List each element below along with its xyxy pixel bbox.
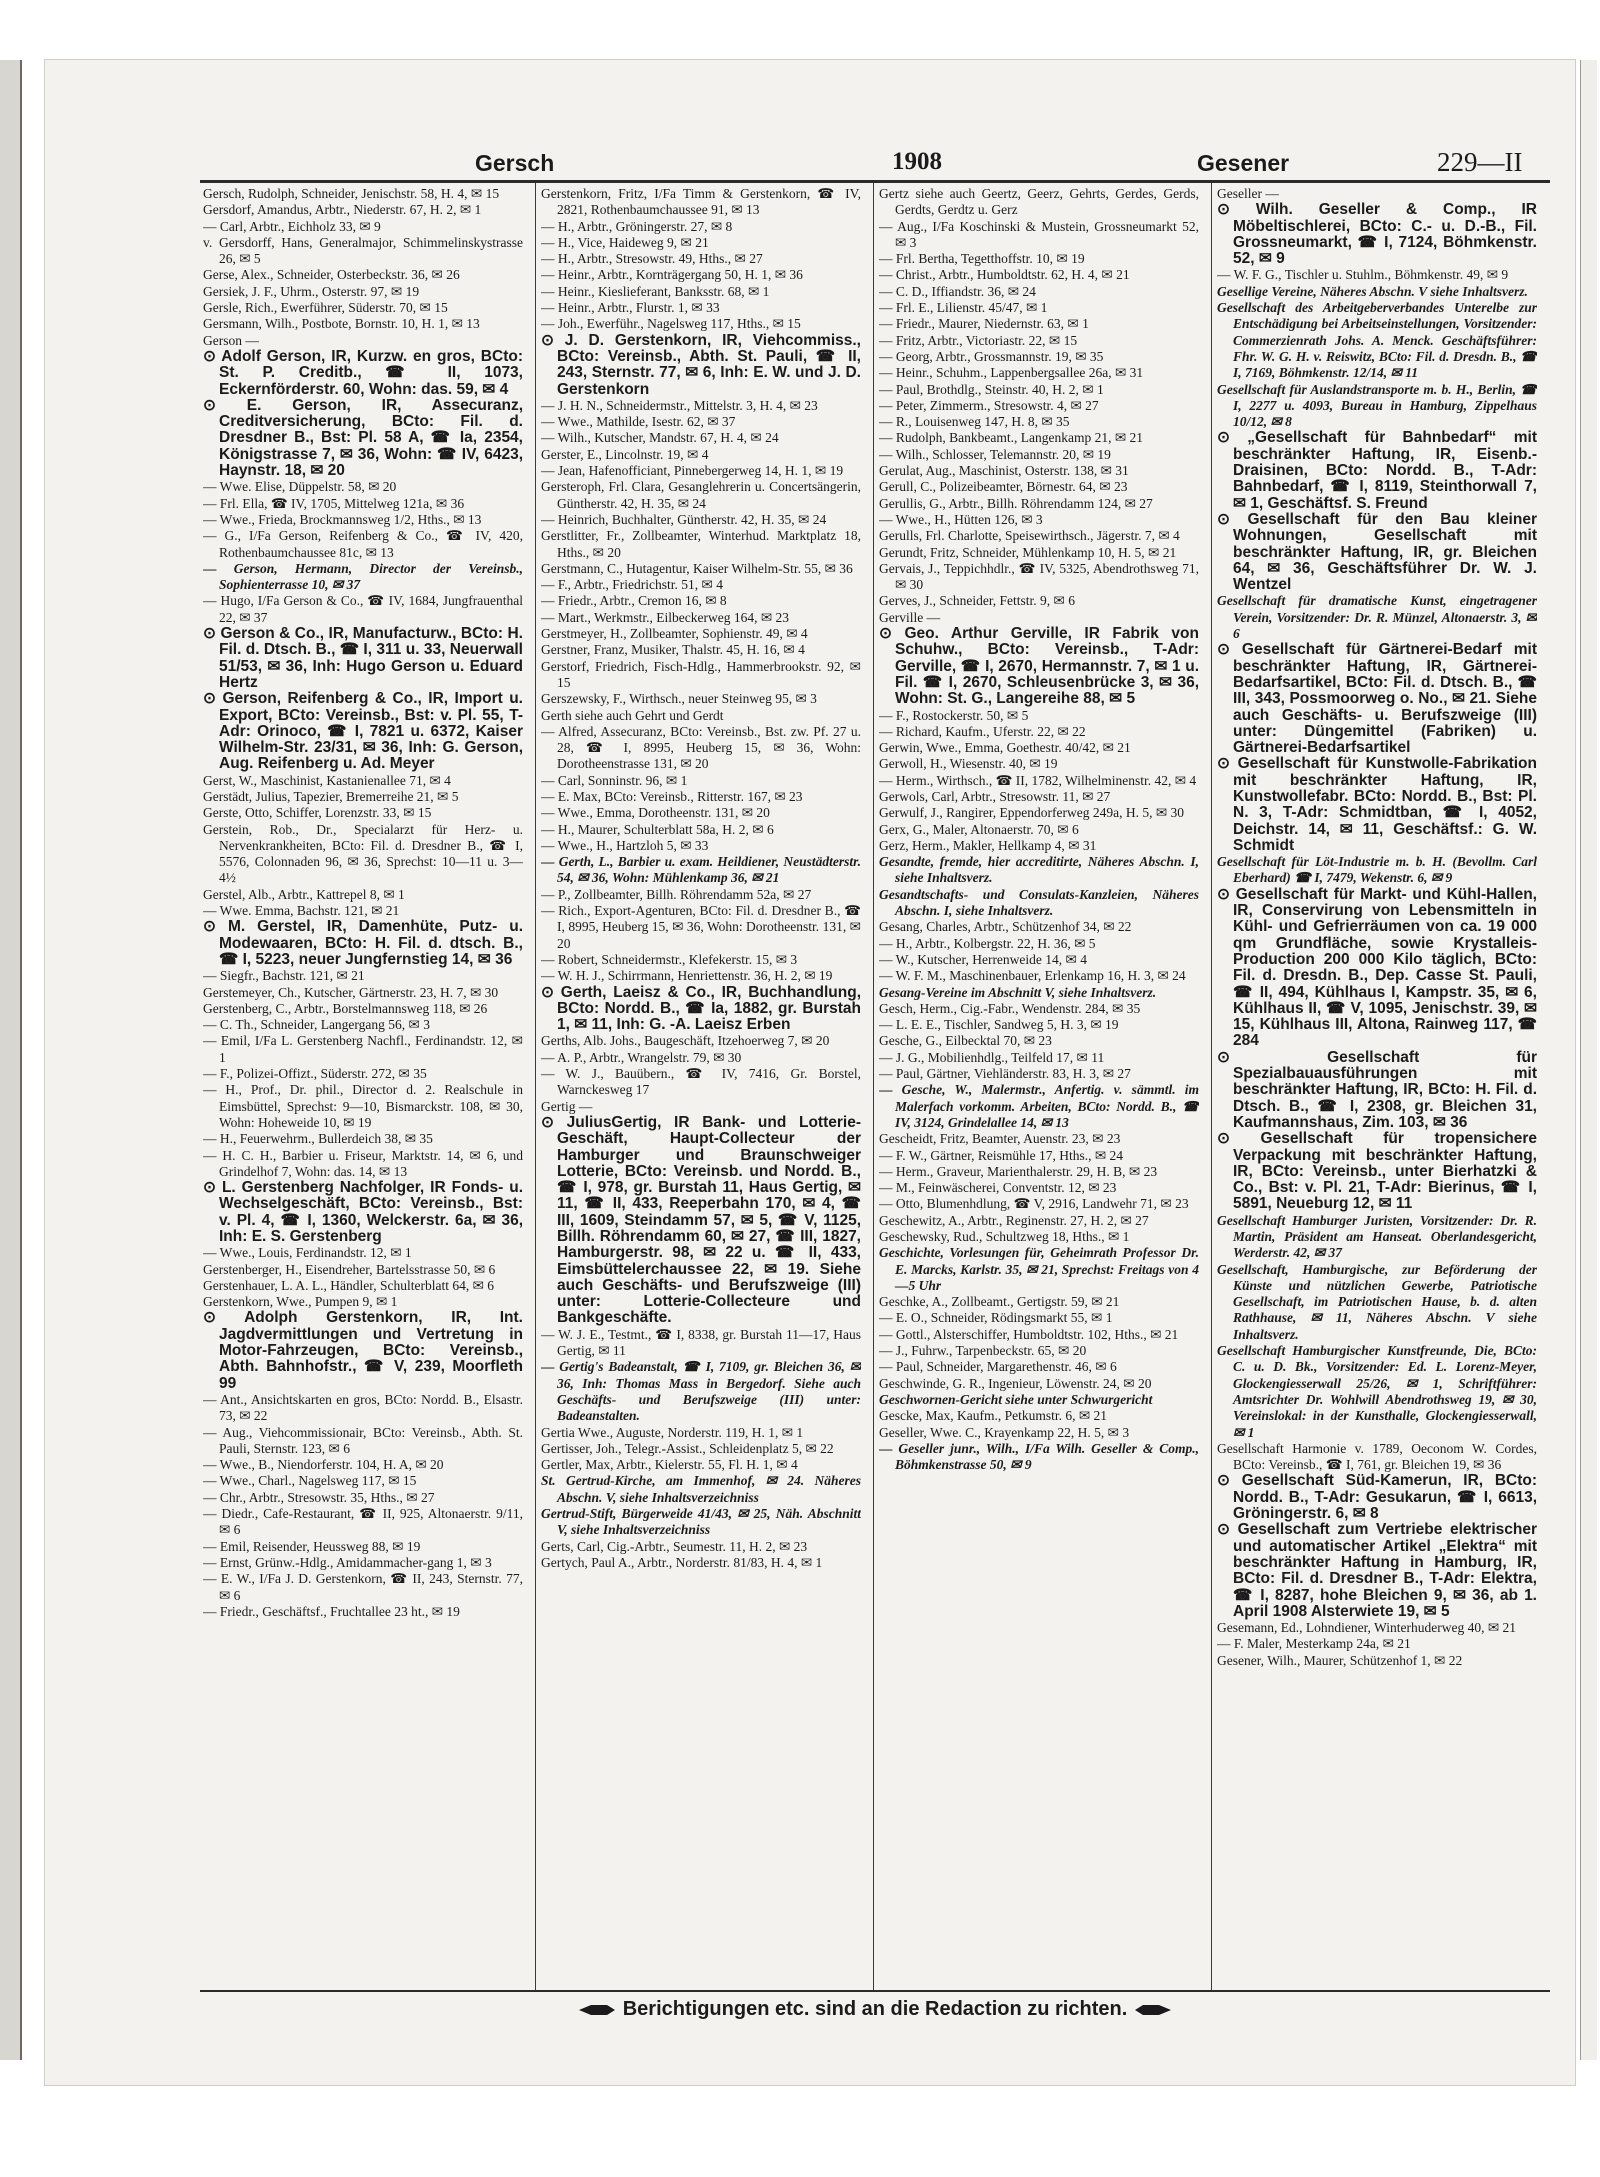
directory-entry: Gerstenberg, C., Arbtr., Borstelmannsweg 118, ✉ 26 (203, 1000, 488, 1016)
header-year: 1908 (892, 148, 942, 175)
directory-entry: Gersle, Rich., Ewerführer, Süderstr. 70, ✉ 15 (203, 300, 448, 316)
directory-entry: — Carl, Arbtr., Eichholz 33, ✉ 9 (203, 218, 381, 234)
directory-entry: — H., Arbtr., Gröningerstr. 27, ✉ 8 (541, 218, 733, 234)
directory-entry: — Wwe. Elise, Düppelstr. 58, ✉ 20 (203, 479, 397, 495)
directory-entry: — Wwe., B., Niendorferstr. 104, H. A, ✉ 20 (203, 1457, 444, 1473)
directory-entry: Gesandtschafts- und Consulats-Kanzleien, Näheres Abschn. I, siehe Inhaltsverz. (879, 886, 1199, 919)
directory-entry: ⊙ M. Gerstel, IR, Damenhüte, Putz- u. Modewaaren, BCto: H. Fil. d. dtsch. B., ☎ I, 5223, neuer Jungfernstieg 14, ✉ 36 (203, 918, 523, 968)
directory-entry: — Geseller junr., Wilh., I/Fa Wilh. Geseller & Comp., Böhmkenstrasse 50, ✉ 9 (879, 1440, 1199, 1473)
directory-entry: — F., Rostockerstr. 50, ✉ 5 (879, 707, 1029, 723)
footer-rule (200, 1990, 1550, 1992)
directory-entry: — Otto, Blumenhdlung, ☎ V, 2916, Landwehr 71, ✉ 23 (879, 1196, 1189, 1212)
directory-entry: Gesang-Vereine im Abschnitt V, siehe Inhaltsverz. (879, 984, 1157, 1000)
directory-entry: Gertler, Max, Arbtr., Kielerstr. 55, Fl. H. 1, ✉ 4 (541, 1457, 798, 1473)
directory-entry: Gerwols, Carl, Arbtr., Stresowstr. 11, ✉ 27 (879, 788, 1111, 804)
directory-entry: Geschewsky, Rud., Schultzweg 18, Hths., ✉ 1 (879, 1229, 1130, 1244)
directory-entry: — H., Feuerwehrm., Bullerdeich 38, ✉ 35 (203, 1131, 433, 1147)
directory-entry: Gerulat, Aug., Maschinist, Osterstr. 138, ✉ 31 (879, 463, 1129, 479)
directory-entry: Gesemann, Ed., Lohndiener, Winterhuderweg 40, ✉ 21 (1217, 1620, 1517, 1636)
directory-entry: Geseller — (1217, 186, 1279, 201)
directory-entry: Geschke, A., Zollbeamt., Gertigstr. 59, ✉ 21 (879, 1294, 1120, 1310)
directory-entry: — Wwe., Charl., Nagelsweg 117, ✉ 15 (203, 1473, 417, 1489)
directory-entry: — Heinrich, Buchhalter, Güntherstr. 42, H. 35, ✉ 24 (541, 511, 827, 527)
directory-entry: — Friedr., Arbtr., Cremon 16, ✉ 8 (541, 593, 727, 609)
directory-entry: — Wwe., H., Hartzloh 5, ✉ 33 (541, 837, 709, 853)
directory-entry: — Aug., Viehcommissionair, BCto: Vereinsb., Abth. St. Pauli, Sternstr. 123, ✉ 6 (203, 1424, 523, 1456)
directory-entry: — F. Maler, Mesterkamp 24a, ✉ 21 (1217, 1636, 1411, 1652)
footer-text: Berichtigungen etc. sind an die Redaction zu richten. (622, 1998, 1128, 2020)
directory-entry: Gertisser, Joh., Telegr.-Assist., Schleidenplatz 5, ✉ 22 (541, 1440, 834, 1456)
directory-entry: — Ernst, Grünw.-Hdlg., Amidammacher-gang 1, ✉ 3 (203, 1554, 492, 1570)
column-2 (541, 186, 861, 1986)
directory-entry: — Joh., Ewerführ., Nagelsweg 117, Hths., ✉ 15 (541, 316, 801, 332)
directory-entry: — Christ., Arbtr., Humboldtstr. 62, H. 4, ✉ 21 (879, 267, 1130, 283)
directory-entry: — H., Arbtr., Stresowstr. 49, Hths., ✉ 27 (541, 251, 763, 267)
directory-entry: — H., Maurer, Schulterblatt 58a, H. 2, ✉ 6 (541, 821, 774, 837)
directory-entry: Gerullis, G., Arbtr., Billh. Röhrendamm 124, ✉ 27 (879, 495, 1153, 511)
directory-entry: Gesellschaft Hamburgischer Kunstfreunde, Die, BCto: C. u. D. Bk., Vorsitzender: Ed. L. Lorenz-Meyer, Glockengiesserwall 25/26, ✉ 1, Schriftführer: Amtsrichter Dr. Wohlwill Abendrothsweg 19, ✉ 30, Vereinslokal: in der Kunsthalle, Glockengiesserwall, ✉ 1 (1217, 1343, 1537, 1440)
directory-entry: — Chr., Arbtr., Stresowstr. 35, Hths., ✉ 27 (203, 1489, 435, 1505)
column-3 (879, 186, 1199, 1986)
directory-entry: Gerx, G., Maler, Altonaerstr. 70, ✉ 6 (879, 821, 1079, 837)
directory-entry: Geschichte, Vorlesungen für, Geheimrath Professor Dr. E. Marcks, Karlstr. 35, ✉ 21, Sprechst: Freitags von 4—5 Uhr (879, 1245, 1199, 1293)
directory-entry: ⊙ „Gesellschaft für Bahnbedarf“ mit beschränkter Haftung, IR, Eisenb.-Draisinen, BCto: Nordd. B., T-Adr: Bahnbedarf, ☎ I, 8119, Steinthorwall 7, ✉ 1, Geschäftsf. S. Freund (1217, 429, 1537, 512)
directory-entry: Gertia Wwe., Auguste, Norderstr. 119, H. 1, ✉ 1 (541, 1424, 804, 1440)
directory-entry: Geseller, Wwe. C., Krayenkamp 22, H. 5, ✉ 3 (879, 1424, 1130, 1440)
header-rule (200, 180, 1550, 183)
directory-entry: ⊙ Gerson & Co., IR, Manufacturw., BCto: H. Fil. d. Dtsch. B., ☎ I, 311 u. 33, Neuerwall 51/53, ✉ 36, Inh: Hugo Gerson u. Eduard Hertz (203, 625, 523, 691)
directory-entry: Gerstlitter, Fr., Zollbeamter, Winterhud. Marktplatz 18, Hths., ✉ 20 (541, 528, 861, 560)
left-page-edge (0, 60, 22, 2060)
directory-entry: — G., I/Fa Gerson, Reifenberg & Co., ☎ IV, 420, Rothenbaumchaussee 81c, ✉ 13 (203, 528, 523, 560)
directory-entry: — H., Arbtr., Kolbergstr. 22, H. 36, ✉ 5 (879, 935, 1096, 951)
directory-entry: — Wilh., Schlosser, Telemannstr. 20, ✉ 19 (879, 446, 1111, 462)
directory-entry: — Alfred, Assecuranz, BCto: Vereinsb., Bst. zw. Pf. 27 u. 28, ☎ I, 8995, Heuberg 15, ✉ 36, Wohn: Dorotheenstrasse 131, ✉ 20 (541, 723, 861, 772)
directory-entry: Gerves, J., Schneider, Fettstr. 9, ✉ 6 (879, 593, 1075, 609)
header-first-name: Gersch (475, 150, 555, 176)
footer-notice (200, 1998, 1550, 2021)
directory-entry: Gerts, Carl, Cig.-Arbtr., Seumestr. 11, H. 2, ✉ 23 (541, 1538, 808, 1554)
directory-entry: — Wwe., H., Hütten 126, ✉ 3 (879, 511, 1043, 527)
directory-entry: Gerste, Otto, Schiffer, Lorenzstr. 33, ✉ 15 (203, 805, 432, 821)
directory-entry: Gesellschaft für dramatische Kunst, eingetragener Verein, Vorsitzender: Dr. R. Münzel, Altonaerstr. 3, ✉ 6 (1217, 593, 1537, 642)
directory-entry: — J. G., Mobilienhdlg., Teilfeld 17, ✉ 11 (879, 1049, 1105, 1065)
directory-entry: — Friedr., Geschäftsf., Fruchtallee 23 ht., ✉ 19 (203, 1603, 460, 1619)
directory-entry: Geschwornen-Gericht siehe unter Schwurgericht (879, 1391, 1153, 1407)
directory-entry: Gerville — (879, 609, 941, 625)
directory-entry: Gerstädt, Julius, Tapezier, Bremerreihe 21, ✉ 5 (203, 788, 459, 804)
directory-entry: ⊙ E. Gerson, IR, Assecuranz, Creditversicherung, BCto: Fil. d. Dresdner B., Bst: Pl. 58 A, ☎ Ia, 2354, Königstrasse 7, ✉ 36, Wohn: ☎ IV, 6423, Haynstr. 18, ✉ 20 (203, 396, 523, 480)
directory-entry: Gesellige Vereine, Näheres Abschn. V siehe Inhaltsverz. (1217, 283, 1528, 299)
directory-entry: — Aug., I/Fa Koschinski & Mustein, Grossneumarkt 52, ✉ 3 (879, 218, 1199, 250)
directory-entry: — Heinr., Arbtr., Kornträgergang 50, H. 1, ✉ 36 (541, 267, 803, 283)
directory-entry: — C. Th., Schneider, Langergang 56, ✉ 3 (203, 1017, 430, 1033)
directory-entry: — Georg, Arbtr., Grossmannstr. 19, ✉ 35 (879, 348, 1104, 364)
directory-entry: — Friedr., Maurer, Niedernstr. 63, ✉ 1 (879, 316, 1089, 332)
header-page-number: 229—II (1437, 147, 1523, 177)
directory-entry: Gesellschaft Hamburger Juristen, Vorsitzender: Dr. R. Martin, Präsident am Hanseat. Oberlandesgericht, Werderstr. 42, ✉ 37 (1217, 1212, 1537, 1261)
directory-entry: ⊙ Gesellschaft für Spezialbauausführungen mit beschränkter Haftung, IR, BCto: H. Fil. d. Dtsch. B., ☎ I, 2308, gr. Bleichen 31, Kaufmannshaus, Zim. 103, ✉ 36 (1217, 1048, 1537, 1131)
directory-entry: Gerstner, Franz, Musiker, Thalstr. 45, H. 16, ✉ 4 (541, 642, 805, 658)
directory-entry: ⊙ Adolph Gerstenkorn, IR, Int. Jagdvermittlungen und Vertretung in Motor-Fahrzeugen, BCto: Vereinsb., Abth. Bahnhofstr., ☎ V, 239, Moorfleth 99 (203, 1309, 523, 1392)
directory-entry: — Hugo, I/Fa Gerson & Co., ☎ IV, 1684, Jungfrauenthal 22, ✉ 37 (203, 593, 523, 625)
directory-entry: ⊙ Gesellschaft für Kunstwolle-Fabrikation mit beschränkter Haftung, IR, Kunstwollefabr. BCto: Nordd. B., Bst: Pl. N. 3, T-Adr: Schmidtban, ☎ I, 4052, Deichstr. 14, ✉ 11, Geschäftsf.: G. W. Schmidt (1217, 755, 1537, 854)
directory-entry: — Emil, I/Fa L. Gerstenberg Nachfl., Ferdinandstr. 12, ✉ 1 (203, 1033, 523, 1065)
directory-entry: Gertrud-Stift, Bürgerweide 41/43, ✉ 25, Näh. Abschnitt V, siehe Inhaltsverzeichniss (541, 1506, 861, 1538)
column-divider (873, 183, 874, 1990)
directory-entry: Gesang, Charles, Arbtr., Schützenhof 34, ✉ 22 (879, 919, 1132, 935)
directory-entry: Gerstemeyer, Ch., Kutscher, Gärtnerstr. 23, H. 7, ✉ 30 (203, 984, 499, 1000)
directory-entry: — Rudolph, Bankbeamt., Langenkamp 21, ✉ 21 (879, 430, 1144, 446)
directory-entry: Gersch, Rudolph, Schneider, Jenischstr. 58, H. 4, ✉ 15 (203, 186, 500, 201)
directory-entry: Gerulls, Frl. Charlotte, Speisewirthsch., Jägerstr. 7, ✉ 4 (879, 528, 1180, 544)
directory-entry: — Frl. Bertha, Tegetthoffstr. 10, ✉ 19 (879, 251, 1085, 267)
directory-entry: Gerstenhauer, L. A. L., Händler, Schulterblatt 64, ✉ 6 (203, 1277, 495, 1293)
directory-entry: Gerwoll, H., Wiesenstr. 40, ✉ 19 (879, 756, 1058, 772)
directory-entry: — M., Feinwäscherei, Conventstr. 12, ✉ 23 (879, 1180, 1117, 1196)
column-divider (535, 183, 536, 1990)
directory-entry: St. Gertrud-Kirche, am Immenhof, ✉ 24. Näheres Abschn. V, siehe Inhaltsverzeichniss (541, 1473, 861, 1505)
directory-entry: ⊙ L. Gerstenberg Nachfolger, IR Fonds- u. Wechselgeschäft, BCto: Vereinsb., Bst: v. Pl. 4, ☎ I, 1360, Welckerstr. 6a, ✉ 36, Inh: E. S. Gerstenberg (203, 1179, 523, 1245)
directory-entry: Gesellschaft für Löt-Industrie m. b. H. (Bevollm. Carl Eberhard) ☎ I, 7479, Wekenstr. 6, ✉ 9 (1217, 854, 1537, 886)
directory-entry: ⊙ J. D. Gerstenkorn, IR, Viehcommiss., BCto: Vereinsb., Abth. St. Pauli, ☎ II, 243, Sternstr. 77, ✉ 6, Inh: E. W. und J. D. Gerstenkorn (541, 331, 861, 398)
directory-entry: — F., Arbtr., Friedrichstr. 51, ✉ 4 (541, 577, 723, 593)
directory-entry: — Emil, Reisender, Heussweg 88, ✉ 19 (203, 1538, 421, 1554)
directory-entry: Gerstel, Alb., Arbtr., Kattrepel 8, ✉ 1 (203, 886, 405, 902)
directory-entry: Geschewitz, A., Arbtr., Reginenstr. 27, H. 2, ✉ 27 (879, 1212, 1149, 1228)
directory-entry: — Gerson, Hermann, Director der Vereinsb., Sophienterrasse 10, ✉ 37 (203, 560, 523, 593)
directory-entry: Gersiek, J. F., Uhrm., Osterstr. 97, ✉ 19 (203, 283, 420, 299)
pointing-hand-icon (577, 2002, 617, 2018)
directory-entry: — E. Max, BCto: Vereinsb., Ritterstr. 167, ✉ 23 (541, 788, 803, 804)
directory-entry: Gerstenkorn, Wwe., Pumpen 9, ✉ 1 (203, 1294, 398, 1310)
directory-entry: — Wwe., Frieda, Brockmannsweg 1/2, Hths., ✉ 13 (203, 511, 482, 527)
directory-entry: — L. E. E., Tischler, Sandweg 5, H. 3, ✉ 19 (879, 1017, 1119, 1033)
directory-entry: ⊙ Gesellschaft zum Vertriebe elektrischer und automatischer Artikel „Elektra“ mit beschränkter Haftung in Hamburg, IR, BCto: Fil. d. Dresdner B., T-Adr: Elektra, ☎ I, 8287, hohe Bleichen 9, ✉ 36, ab 1. April 1908 Alsterwiete 19, ✉ 5 (1217, 1521, 1537, 1620)
directory-entry: — Wilh., Kutscher, Mandstr. 67, H. 4, ✉ 24 (541, 430, 779, 446)
directory-entry: Gerson — (203, 332, 259, 348)
directory-entry: Gerszewsky, F., Wirthsch., neuer Steinweg 95, ✉ 3 (541, 691, 817, 707)
directory-entry: — Paul, Brothdlg., Steinstr. 40, H. 2, ✉ 1 (879, 381, 1104, 397)
directory-entry: — Heinr., Kieslieferant, Banksstr. 68, ✉ 1 (541, 283, 770, 299)
directory-entry: — W., Kutscher, Herrenweide 14, ✉ 4 (879, 951, 1087, 967)
directory-entry: Gesellschaft des Arbeitgeberverbandes Unterelbe zur Entschädigung bei Arbeitseinstellungen, Vorsitzender: Commerzienrath Johs. A. Menck. Geschäftsführer: Fhr. W. G. H. v. Reiswitz, BCto: Fil. d. Dresdn. B., ☎ I, 7169, Böhmkenstr. 12/14, ✉ 11 (1217, 300, 1537, 381)
directory-entry: — J. H. N., Schneidermstr., Mittelstr. 3, H. 4, ✉ 23 (541, 397, 818, 413)
directory-entry: ⊙ Gesellschaft für Markt- und Kühl-Hallen, IR, Conservirung von Lebensmitteln in Kühl- und Gefrierräumen von ca. 19 000 qm Grundfläche, sowie Krystalleis-Production 200 000 Kilo täglich, BCto: Fil. d. Dresdn. B., Dep. Casse St. Pauli, ☎ II, 494, Kühlhaus I, Kampstr. 35, ✉ 6, Kühlhaus II, ☎ V, 1095, Jenischstr. 39, ✉ 15, Kühlhaus III, Altona, Rainweg 117, ☎ 284 (1217, 885, 1537, 1050)
directory-entry: — Wwe. Emma, Bachstr. 121, ✉ 21 (203, 903, 400, 919)
running-header (95, 100, 1555, 177)
directory-entry: Gerwin, Wwe., Emma, Goethestr. 40/42, ✉ 21 (879, 740, 1131, 756)
directory-entry: — Jean, Hafenofficiant, Pinnebergerweg 14, H. 1, ✉ 19 (541, 463, 844, 479)
directory-entry: — Heinr., Arbtr., Flurstr. 1, ✉ 33 (541, 300, 720, 316)
directory-entry: — Carl, Sonninstr. 96, ✉ 1 (541, 772, 688, 788)
right-page-edge (1580, 60, 1597, 2060)
directory-entry: Gerstmann, C., Hutagentur, Kaiser Wilhelm-Str. 55, ✉ 36 (541, 560, 853, 576)
directory-entry: — W. J., Bauübern., ☎ IV, 7416, Gr. Borstel, Warnckesweg 17 (541, 1066, 861, 1098)
directory-entry: — Wwe., Emma, Dorotheenstr. 131, ✉ 20 (541, 805, 770, 821)
directory-entry: Gesch, Herm., Cig.-Fabr., Wendenstr. 284, ✉ 35 (879, 1000, 1141, 1016)
directory-entry: — Gesche, W., Malermstr., Anfertig. v. sämmtl. im Malerfach vorkomm. Arbeiten, BCto: Nordd. B., ☎ IV, 3124, Grindelallee 14, ✉ 13 (879, 1082, 1199, 1130)
directory-entry: Gertz siehe auch Geertz, Geerz, Gehrts, Gerdes, Gerds, Gerdts, Gerdtz u. Gerz (879, 186, 1199, 218)
directory-entry: Gerstenkorn, Fritz, I/Fa Timm & Gerstenkorn, ☎ IV, 2821, Rothenbaumchaussee 91, ✉ 13 (541, 186, 861, 218)
directory-entry: Gesandte, fremde, hier accreditirte, Näheres Abschn. I, siehe Inhaltsverz. (879, 854, 1199, 886)
directory-entry: Gerse, Alex., Schneider, Osterbeckstr. 36, ✉ 26 (203, 267, 460, 283)
directory-entry: — Peter, Zimmerm., Stresowstr. 4, ✉ 27 (879, 397, 1099, 413)
column-4 (1217, 186, 1537, 1986)
directory-entry: — Paul, Gärtner, Viehländerstr. 83, H. 3, ✉ 27 (879, 1066, 1131, 1082)
directory-entry: Gerull, C., Polizeibeamter, Börnestr. 64, ✉ 23 (879, 479, 1128, 495)
directory-entry: — A. P., Arbtr., Wrangelstr. 79, ✉ 30 (541, 1049, 742, 1065)
directory-entry: — Heinr., Schuhm., Lappenbergsallee 26a, ✉ 31 (879, 365, 1144, 381)
column-divider (1211, 183, 1212, 1990)
directory-entry: Gesche, G., Eilbecktal 70, ✉ 23 (879, 1033, 1052, 1049)
directory-entry: Gerster, E., Lincolnstr. 19, ✉ 4 (541, 446, 709, 462)
directory-entry: — Siegfr., Bachstr. 121, ✉ 21 (203, 968, 365, 984)
directory-entry: ⊙ Gerth, Laeisz & Co., IR, Buchhandlung, BCto: Nordd. B., ☎ Ia, 1882, gr. Burstah 1, ✉ 11, Inh: G. -A. Laeisz Erben (541, 983, 861, 1034)
directory-entry: — F. W., Gärtner, Reismühle 17, Hths., ✉ 24 (879, 1147, 1124, 1163)
directory-entry: — E. O., Schneider, Rödingsmarkt 55, ✉ 1 (879, 1310, 1113, 1326)
directory-entry: — H., Vice, Haideweg 9, ✉ 21 (541, 234, 709, 250)
directory-entry: — Gottl., Alsterschiffer, Humboldtstr. 102, Hths., ✉ 21 (879, 1326, 1179, 1342)
directory-entry: ⊙ Gesellschaft für tropensichere Verpackung mit beschränkter Haftung, IR, BCto: Vereinsb., unter Bierhatzki & Co., Bst: v. Pl. 21, T-Adr: Bierinus, ☎ I, 5891, Neueburg 12, ✉ 11 (1217, 1130, 1537, 1213)
header-last-name: Gesener (1197, 150, 1290, 176)
directory-entry: — Diedr., Cafe-Restaurant, ☎ II, 925, Altonaerstr. 9/11, ✉ 6 (203, 1506, 523, 1538)
directory-entry: v. Gersdorff, Hans, Generalmajor, Schimmelinskystrasse 26, ✉ 5 (203, 234, 523, 267)
directory-entry: — H., Prof., Dr. phil., Director d. 2. Realschule in Eimsbüttel, Sprechst: 9—10, Bismarckstr. 108, ✉ 30, Wohn: Hoheweide 10, ✉ 19 (203, 1082, 523, 1130)
directory-entry: — Robert, Schneidermstr., Klefekerstr. 15, ✉ 3 (541, 951, 798, 967)
directory-entry: Gerz, Herm., Makler, Hellkamp 4, ✉ 31 (879, 837, 1097, 853)
directory-entry: ⊙ Geo. Arthur Gerville, IR Fabrik von Schuhw., BCto: Vereinsb., T-Adr: Gerville, ☎ I, 2670, Hermannstr. 7, ✉ 1 u. Fil. ☎ I, 2670, Schleusenbrücke 3, ✉ 36, Wohn: St. G., Langereihe 88, ✉ 5 (879, 625, 1199, 708)
directory-entry: ⊙ Adolf Gerson, IR, Kurzw. en gros, BCto: St. P. Creditb., ☎ II, 1073, Eckernförderstr. 60, Wohn: das. 59, ✉ 4 (203, 347, 523, 398)
directory-entry: — Herm., Graveur, Marienthalerstr. 29, H. B, ✉ 23 (879, 1163, 1158, 1179)
directory-entry: — Paul, Schneider, Margarethenstr. 46, ✉ 6 (879, 1359, 1117, 1375)
directory-entry: Gerstmeyer, H., Zollbeamter, Sophienstr. 49, ✉ 4 (541, 626, 808, 642)
directory-entry: Geschwinde, G. R., Ingenieur, Löwenstr. 24, ✉ 20 (879, 1375, 1152, 1391)
directory-entry: Gerth siehe auch Gehrt und Gerdt (541, 707, 724, 723)
directory-entry: Gerstenberger, H., Eisendreher, Bartelsstrasse 50, ✉ 6 (203, 1261, 496, 1277)
directory-entry: Gesellschaft Harmonie v. 1789, Oeconom W. Cordes, BCto: Vereinsb., ☎ I, 761, gr. Bleichen 19, ✉ 36 (1217, 1440, 1537, 1473)
directory-entry: ⊙ JuliusGertig, IR Bank- und Lotterie-Geschäft, Haupt-Collecteur der Hamburger und Braunschweiger Lotterie, BCto: Vereinsb. und Nordd. B., ☎ I, 978, gr. Burstah 11, Haus Gertig, ✉ 11, ☎ II, 433, Reeperbahn 170, ✉ 4, ☎ III, 1609, Steindamm 57, ✉ 5, ☎ V, 1125, Billh. Röhrendamm 60, ✉ 27, ☎ III, 1827, Hamburgerstr. 98, ✉ 22 u. ☎ II, 433, Eimsbüttelerchaussee 22, ✉ 19. Siehe auch Geschäfts- und Berufszweige (III) unter: Lotterie-Collecteure und Bankgeschäfte. (541, 1113, 861, 1327)
directory-entry: — W. J. E., Testmt., ☎ I, 8338, gr. Burstah 11—17, Haus Gertig, ✉ 11 (541, 1326, 861, 1359)
directory-entry: Gerths, Alb. Johs., Baugeschäft, Itzehoerweg 7, ✉ 20 (541, 1033, 830, 1049)
directory-entry: — W. H. J., Schirrmann, Henriettenstr. 36, H. 2, ✉ 19 (541, 968, 833, 984)
directory-entry: — J., Fuhrw., Tarpenbeckstr. 65, ✉ 20 (879, 1343, 1087, 1359)
directory-entry: — W. F. M., Maschinenbauer, Erlenkamp 16, H. 3, ✉ 24 (879, 968, 1186, 984)
directory-entry: — R., Louisenweg 147, H. 8, ✉ 35 (879, 414, 1070, 430)
directory-entry: Gescke, Max, Kaufm., Petkumstr. 6, ✉ 21 (879, 1408, 1108, 1424)
directory-entry: — Frl. Ella, ☎ IV, 1705, Mittelweg 121a, ✉ 36 (203, 495, 465, 511)
directory-entry: Gesellschaft, Hamburgische, zur Beförderung der Künste und nützlichen Gewerbe, Patriotische Gesellschaft, im Patriotischen Hause, b. d. alten Rathhause, ✉ 11, Näheres Abschn. V siehe Inhaltsverz. (1217, 1261, 1537, 1342)
directory-entry: Gerundt, Fritz, Schneider, Mühlenkamp 10, H. 5, ✉ 21 (879, 544, 1177, 560)
directory-entry: — C. D., Iffiandstr. 36, ✉ 24 (879, 283, 1036, 299)
directory-entry: Gerst, W., Maschinist, Kastanienallee 71, ✉ 4 (203, 772, 451, 788)
directory-entry: Gertig — (541, 1098, 593, 1114)
directory-entry: — Rich., Export-Agenturen, BCto: Fil. d. Dresdner B., ☎ I, 8995, Heuberg 15, ✉ 36, Wohn: Dorotheenstr. 131, ✉ 20 (541, 903, 861, 951)
directory-entry: Gerstein, Rob., Dr., Specialarzt für Herz- u. Nervenkrankheiten, BCto: Fil. d. Dresdner B., ☎ I, 5576, Colonnaden 96, ✉ 36, Sprechst: 10—11 u. 3—4½ (203, 821, 523, 886)
directory-entry: — Wwe., Mathilde, Isestr. 62, ✉ 37 (541, 414, 736, 430)
directory-entry: Gescheidt, Fritz, Beamter, Auenstr. 23, ✉ 23 (879, 1131, 1121, 1147)
directory-entry: Gerstorf, Friedrich, Fisch-Hdlg., Hammerbrookstr. 92, ✉ 15 (541, 658, 861, 690)
directory-entry: Gesener, Wilh., Maurer, Schützenhof 1, ✉ 22 (1217, 1652, 1463, 1668)
directory-entry: Gersmann, Wilh., Postbote, Bornstr. 10, H. 1, ✉ 13 (203, 316, 480, 332)
directory-entry: ⊙ Wilh. Geseller & Comp., IR Möbeltischlerei, BCto: C.- u. D.-B., Fil. Grossneumarkt, ☎ I, 7124, Böhmkenstr. 52, ✉ 9 (1217, 201, 1537, 268)
pointing-hand-icon (1133, 2002, 1173, 2018)
directory-entry: — W. F. G., Tischler u. Stuhlm., Böhmkenstr. 49, ✉ 9 (1217, 267, 1509, 283)
directory-entry: — Wwe., Louis, Ferdinandstr. 12, ✉ 1 (203, 1245, 412, 1261)
directory-entry: — F., Polizei-Offizt., Süderstr. 272, ✉ 35 (203, 1066, 427, 1082)
directory-entry: Gesellschaft für Auslandstransporte m. b. H., Berlin, ☎ I, 2277 u. 4093, Bureau in Hamburg, Zippelhaus 10/12, ✉ 8 (1217, 381, 1537, 430)
directory-entry: — Mart., Werkmstr., Eilbeckerweg 164, ✉ 23 (541, 609, 790, 625)
directory-entry: Gertych, Paul A., Arbtr., Norderstr. 81/83, H. 4, ✉ 1 (541, 1554, 823, 1570)
directory-entry: Gersteroph, Frl. Clara, Gesanglehrerin u. Concertsängerin, Güntherstr. 42, H. 35, ✉ 24 (541, 479, 861, 511)
directory-entry: ⊙ Gesellschaft Süd-Kamerun, IR, BCto: Nordd. B., T-Adr: Gesukarun, ☎ I, 6613, Gröningerstr. 6, ✉ 8 (1217, 1472, 1537, 1523)
directory-entry: ⊙ Gesellschaft für Gärtnerei-Bedarf mit beschränkter Haftung, IR, Gärtnerei-Bedarfsartikel, BCto: Fil. d. Dtsch. B., ☎ III, 343, Possmoorweg o. No., ✉ 21. Siehe auch Geschäfts- u. Berufszweige (III) unter: Düngemittel (Fabriken) u. Gärtnerei-Bedarfsartikel (1217, 641, 1537, 757)
directory-entry: — H. C. H., Barbier u. Friseur, Marktstr. 14, ✉ 6, und Grindelhof 7, Wohn: das. 14, ✉ 13 (203, 1147, 523, 1179)
directory-entry: ⊙ Gerson, Reifenberg & Co., IR, Import u. Export, BCto: Vereinsb., Bst: v. Pl. 55, T-Adr: Orinoco, ☎ I, 7821 u. 6372, Kaiser Wilhelm-Str. 23/31, ✉ 36, Inh: G. Gerson, Aug. Reifenberg u. Ad. Meyer (203, 690, 523, 773)
directory-entry: — Herm., Wirthsch., ☎ II, 1782, Wilhelminenstr. 42, ✉ 4 (879, 772, 1197, 788)
directory-entry: — Fritz, Arbtr., Victoriastr. 22, ✉ 15 (879, 332, 1078, 348)
directory-entry: Gersdorf, Amandus, Arbtr., Niederstr. 67, H. 2, ✉ 1 (203, 202, 482, 218)
directory-entry: — P., Zollbeamter, Billh. Röhrendamm 52a, ✉ 27 (541, 886, 812, 902)
directory-entry: — Ant., Ansichtskarten en gros, BCto: Nordd. B., Elsastr. 73, ✉ 22 (203, 1391, 523, 1424)
directory-entry: — E. W., I/Fa J. D. Gerstenkorn, ☎ II, 243, Sternstr. 77, ✉ 6 (203, 1571, 523, 1603)
column-1 (203, 186, 523, 1986)
directory-entry: ⊙ Gesellschaft für den Bau kleiner Wohnungen, Gesellschaft mit beschränkter Haftung, IR, gr. Bleichen 64, ✉ 36, Geschäftsführer Dr. W. J. Wentzel (1217, 510, 1537, 594)
directory-entry: Gerwulf, J., Rangirer, Eppendorferweg 249a, H. 5, ✉ 30 (879, 805, 1185, 821)
directory-entry: — Richard, Kaufm., Uferstr. 22, ✉ 22 (879, 723, 1086, 739)
directory-entry: Gervais, J., Teppichhdlr., ☎ IV, 5325, Abendrothsweg 71, ✉ 30 (879, 560, 1199, 593)
directory-entry: — Frl. E., Lilienstr. 45/47, ✉ 1 (879, 300, 1048, 316)
directory-entry: — Gertig's Badeanstalt, ☎ I, 7109, gr. Bleichen 36, ✉ 36, Inh: Thomas Mass in Bergedorf. Siehe auch Geschäfts- und Berufszweige (III) unter: Badeanstalten. (541, 1359, 861, 1424)
directory-entry: — Gerth, L., Barbier u. exam. Heildiener, Neustädterstr. 54, ✉ 36, Wohn: Mühlenkamp 36, ✉ 21 (541, 854, 861, 886)
